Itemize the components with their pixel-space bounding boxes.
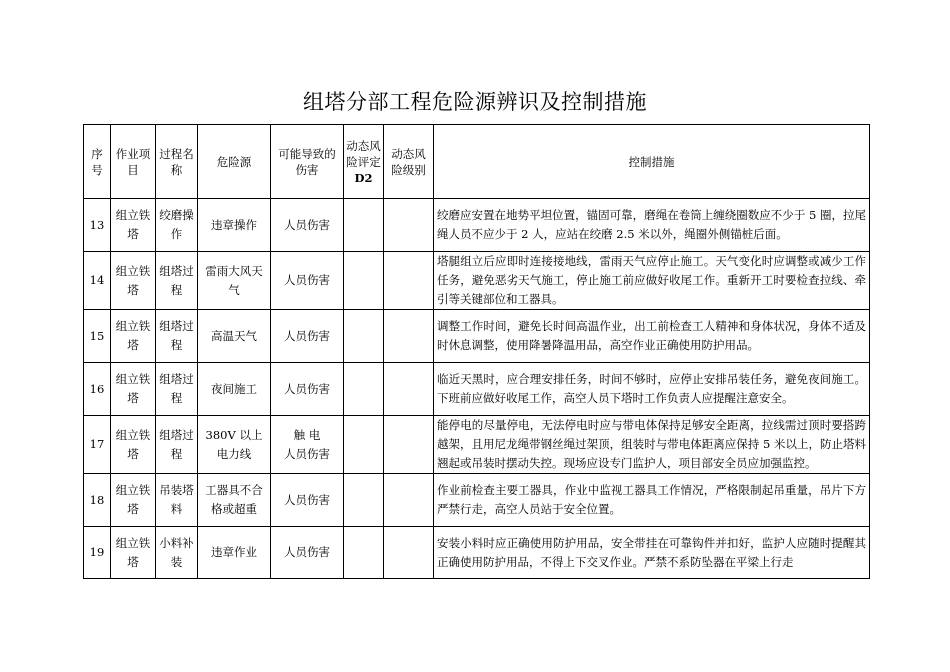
cell-process: 吊装塔料 [156,474,198,527]
cell-harm: 人员伤害 [271,199,344,252]
hazard-table [83,124,870,579]
cell-process: 组塔过程 [156,252,198,310]
header-work: 作业项目 [111,125,156,199]
header-measures: 控制措施 [434,125,870,199]
cell-process: 绞磨操作 [156,199,198,252]
cell-measures: 绞磨应安置在地势平坦位置，锚固可靠，磨绳在卷筒上缠绕圈数应不少于 5 圈，拉尾绳人员不应少于 2 人，应站在绞磨 2.5 米以外，绳圈外侧锚桩后面。 [434,199,870,252]
page-title: 组塔分部工程危险源辨识及控制措施 [303,90,647,114]
cell-work: 组立铁塔 [111,199,156,252]
table-row [84,363,870,416]
cell-work: 组立铁塔 [111,416,156,474]
cell-level [384,199,434,252]
cell-level [384,416,434,474]
cell-d2 [344,416,384,474]
table-row [84,527,870,579]
header-d2: D2 [354,170,373,185]
cell-seq: 18 [84,474,111,527]
header-row [84,125,870,199]
cell-process: 组塔过程 [156,363,198,416]
cell-seq: 17 [84,416,111,474]
cell-seq: 13 [84,199,111,252]
cell-level [384,252,434,310]
cell-harm: 人员伤害 [271,474,344,527]
table-row [84,252,870,310]
cell-seq: 15 [84,310,111,363]
cell-seq: 14 [84,252,111,310]
header-harm: 可能导致的伤害 [271,125,344,199]
cell-d2 [344,310,384,363]
cell-work: 组立铁塔 [111,310,156,363]
cell-hazard: 工器具不合格或超重 [198,474,271,527]
cell-d2 [344,363,384,416]
cell-hazard: 违章作业 [198,527,271,579]
cell-measures: 塔腿组立后应即时连接接地线，雷雨天气应停止施工。天气变化时应调整或减少工作任务，避免恶劣天气施工，停止施工前应做好收尾工作。重新开工时要检查拉线、牵引等关键部位和工器具。 [434,252,870,310]
cell-process: 组塔过程 [156,310,198,363]
cell-harm: 触 电 人员伤害 [271,416,344,474]
table-row [84,416,870,474]
cell-level [384,527,434,579]
cell-hazard: 违章操作 [198,199,271,252]
header-seq: 序号 [84,125,111,199]
cell-hazard: 380V 以上电力线 [198,416,271,474]
cell-harm: 人员伤害 [271,252,344,310]
cell-d2 [344,252,384,310]
cell-measures: 能停电的尽量停电，无法停电时应与带电体保持足够安全距离，拉线需过顶时要搭跨越架，且用尼龙绳带钢丝绳过架顶，组装时与带电体距离应保持 5 米以上，防止塔料翘起或吊装时摆动失控。现场应设专门监护人，项目部安全员应加强监控。 [434,416,870,474]
header-dynamic-level: 动态风险级别 [384,125,434,199]
table-row [84,199,870,252]
cell-work: 组立铁塔 [111,363,156,416]
cell-level [384,310,434,363]
header-dynamic-eval [344,125,384,199]
cell-level [384,363,434,416]
header-dynamic-eval-label: 动态风险评定 [346,138,381,169]
cell-level [384,474,434,527]
cell-measures: 作业前检查主要工器具，作业中监视工器具工作情况，严格限制起吊重量，吊片下方严禁行走，高空人员站于安全位置。 [434,474,870,527]
cell-measures: 临近天黑时，应合理安排任务，时间不够时，应停止安排吊装任务，避免夜间施工。下班前应做好收尾工作，高空人员下塔时工作负责人应提醒注意安全。 [434,363,870,416]
cell-harm: 人员伤害 [271,310,344,363]
header-hazard: 危险源 [198,125,271,199]
cell-work: 组立铁塔 [111,527,156,579]
cell-measures: 安装小料时应正确使用防护用品，安全带挂在可靠钩件并扣好，监护人应随时提醒其正确使用防护用品，不得上下交叉作业。严禁不系防坠器在平梁上行走 [434,527,870,579]
cell-hazard: 高温天气 [198,310,271,363]
cell-harm: 人员伤害 [271,527,344,579]
cell-hazard: 雷雨大风天气 [198,252,271,310]
cell-hazard: 夜间施工 [198,363,271,416]
header-process: 过程名称 [156,125,198,199]
cell-d2 [344,474,384,527]
cell-work: 组立铁塔 [111,474,156,527]
cell-process: 小料补装 [156,527,198,579]
cell-d2 [344,199,384,252]
table-row [84,474,870,527]
cell-work: 组立铁塔 [111,252,156,310]
table-row [84,310,870,363]
cell-process: 组塔过程 [156,416,198,474]
cell-harm: 人员伤害 [271,363,344,416]
cell-d2 [344,527,384,579]
cell-seq: 19 [84,527,111,579]
cell-measures: 调整工作时间，避免长时间高温作业，出工前检查工人精神和身体状况，身体不适及时休息调整，使用降暑降温用品，高空作业正确使用防护用品。 [434,310,870,363]
cell-seq: 16 [84,363,111,416]
